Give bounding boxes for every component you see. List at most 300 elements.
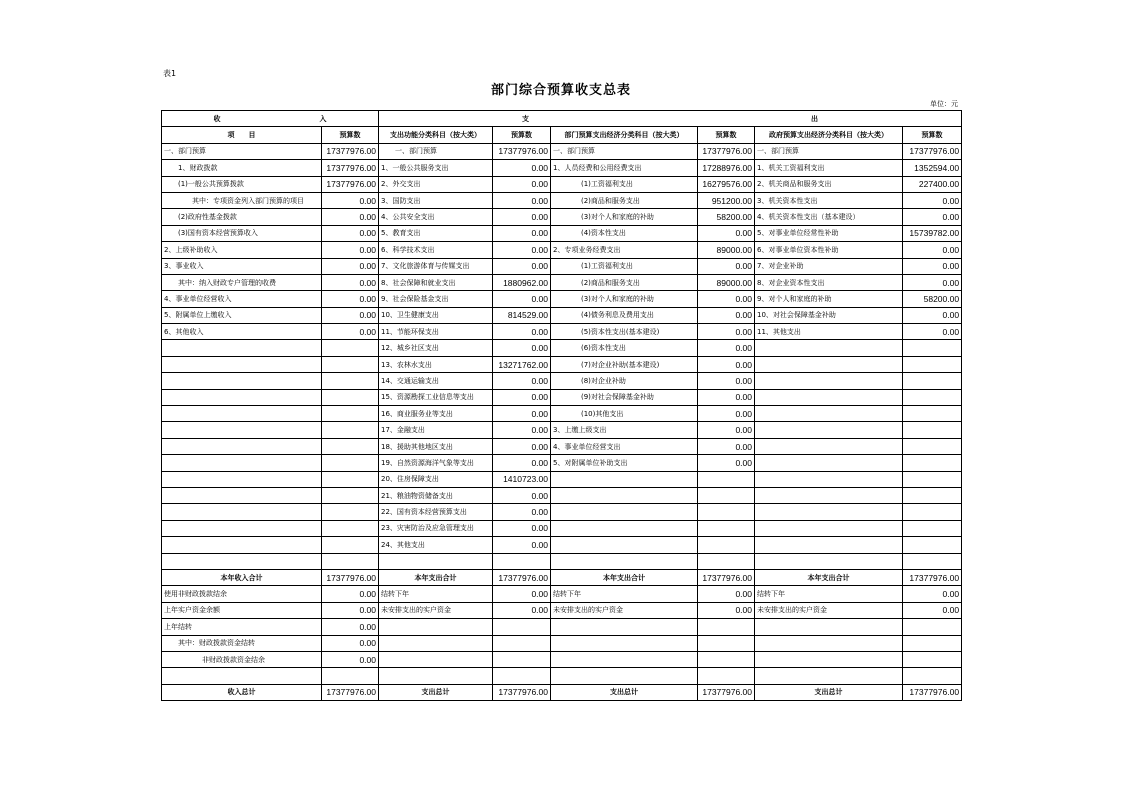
amount-cell: 0.00 xyxy=(698,389,755,405)
label-cell: 4、机关资本性支出（基本建设） xyxy=(755,209,903,225)
amount-cell: 0.00 xyxy=(903,602,962,618)
amount-cell: 17377976.00 xyxy=(698,684,755,700)
label-cell: 使用非财政拨款结余 xyxy=(162,586,322,602)
amount-cell xyxy=(322,373,379,389)
label-cell: 22、国有资本经营预算支出 xyxy=(379,504,493,520)
label-cell xyxy=(551,619,698,635)
table-row xyxy=(162,356,962,372)
label-cell xyxy=(162,422,322,438)
label-cell: 一、部门预算 xyxy=(379,143,493,159)
amount-cell: 0.00 xyxy=(322,307,379,323)
label-cell: 18、援助其他地区支出 xyxy=(379,438,493,454)
amount-cell: 0.00 xyxy=(493,176,551,192)
label-cell: 4、事业单位经营收入 xyxy=(162,291,322,307)
amount-cell xyxy=(698,537,755,553)
amount-cell xyxy=(903,520,962,536)
label-cell: 12、城乡社区支出 xyxy=(379,340,493,356)
label-cell: 11、其他支出 xyxy=(755,324,903,340)
label-cell: 7、对企业补助 xyxy=(755,258,903,274)
label-cell xyxy=(755,340,903,356)
amount-cell xyxy=(903,438,962,454)
label-cell: 20、住房保障支出 xyxy=(379,471,493,487)
label-cell xyxy=(755,553,903,569)
amount-cell: 58200.00 xyxy=(903,291,962,307)
label-cell xyxy=(755,504,903,520)
label-cell: 8、对企业资本性支出 xyxy=(755,274,903,290)
amount-cell xyxy=(322,340,379,356)
label-cell xyxy=(162,455,322,471)
amount-cell: 0.00 xyxy=(698,586,755,602)
label-cell: 5、对事业单位经常性补助 xyxy=(755,225,903,241)
label-cell: 5、对附属单位补助支出 xyxy=(551,455,698,471)
amount-cell xyxy=(903,651,962,667)
label-cell: 6、对事业单位资本性补助 xyxy=(755,242,903,258)
amount-cell xyxy=(903,455,962,471)
label-cell: 结转下年 xyxy=(379,586,493,602)
amount-cell: 227400.00 xyxy=(903,176,962,192)
amount-cell: 0.00 xyxy=(903,258,962,274)
label-cell xyxy=(551,520,698,536)
label-cell: 3、国防支出 xyxy=(379,192,493,208)
label-cell: 1、机关工资福利支出 xyxy=(755,160,903,176)
label-cell xyxy=(551,635,698,651)
label-cell xyxy=(551,651,698,667)
label-cell: 15、资源勘探工业信息等支出 xyxy=(379,389,493,405)
amount-cell xyxy=(322,356,379,372)
col-header-budget: 预算数 xyxy=(698,127,755,143)
label-cell: 2、外交支出 xyxy=(379,176,493,192)
amount-cell: 0.00 xyxy=(698,324,755,340)
label-cell: 14、交通运输支出 xyxy=(379,373,493,389)
label-cell: 7、文化旅游体育与传媒支出 xyxy=(379,258,493,274)
label-cell: 一、部门预算 xyxy=(755,143,903,159)
amount-cell xyxy=(903,471,962,487)
amount-cell: 17377976.00 xyxy=(903,684,962,700)
table-row xyxy=(162,307,962,323)
label-cell xyxy=(162,373,322,389)
label-cell: (2)政府性基金拨款 xyxy=(162,209,322,225)
label-cell: 17、金融支出 xyxy=(379,422,493,438)
amount-cell: 13271762.00 xyxy=(493,356,551,372)
label-cell xyxy=(379,635,493,651)
label-cell xyxy=(551,553,698,569)
table-row xyxy=(162,406,962,422)
amount-cell xyxy=(493,619,551,635)
table-row xyxy=(162,668,962,684)
amount-cell xyxy=(903,356,962,372)
col-header-budget: 预算数 xyxy=(322,127,379,143)
label-cell xyxy=(162,520,322,536)
amount-cell xyxy=(493,651,551,667)
label-cell xyxy=(162,438,322,454)
amount-cell: 0.00 xyxy=(903,242,962,258)
label-cell: 1、一般公共服务支出 xyxy=(379,160,493,176)
label-cell: 未安排支出的实户资金 xyxy=(379,602,493,618)
label-cell: (3)国有资本经营预算收入 xyxy=(162,225,322,241)
label-cell xyxy=(379,619,493,635)
table-row xyxy=(162,274,962,290)
table-row xyxy=(162,258,962,274)
label-cell xyxy=(755,389,903,405)
amount-cell xyxy=(903,340,962,356)
label-cell: 10、卫生健康支出 xyxy=(379,307,493,323)
label-cell: 11、节能环保支出 xyxy=(379,324,493,340)
amount-cell xyxy=(698,553,755,569)
label-cell: (9)对社会保障基金补助 xyxy=(551,389,698,405)
table-row xyxy=(162,438,962,454)
table-row xyxy=(162,553,962,569)
amount-cell xyxy=(322,455,379,471)
label-cell xyxy=(755,406,903,422)
amount-cell: 0.00 xyxy=(698,291,755,307)
amount-cell: 16279576.00 xyxy=(698,176,755,192)
label-cell: 其中：专项资金列入部门预算的项目 xyxy=(162,192,322,208)
amount-cell xyxy=(322,487,379,503)
amount-cell xyxy=(903,422,962,438)
amount-cell: 17377976.00 xyxy=(698,143,755,159)
label-cell: 收入总计 xyxy=(162,684,322,700)
amount-cell xyxy=(698,619,755,635)
amount-cell: 89000.00 xyxy=(698,242,755,258)
amount-cell xyxy=(698,504,755,520)
table-row xyxy=(162,504,962,520)
table-row xyxy=(162,684,962,700)
label-cell: (1)工资福利支出 xyxy=(551,258,698,274)
label-cell xyxy=(162,356,322,372)
amount-cell: 0.00 xyxy=(903,209,962,225)
amount-cell: 15739782.00 xyxy=(903,225,962,241)
amount-cell: 0.00 xyxy=(493,504,551,520)
table-row xyxy=(162,422,962,438)
label-cell xyxy=(755,438,903,454)
label-cell xyxy=(551,668,698,684)
amount-cell xyxy=(322,422,379,438)
label-cell: 本年收入合计 xyxy=(162,569,322,585)
amount-cell: 0.00 xyxy=(903,307,962,323)
label-cell: 2、上级补助收入 xyxy=(162,242,322,258)
label-cell xyxy=(755,373,903,389)
amount-cell: 0.00 xyxy=(322,274,379,290)
label-cell xyxy=(162,487,322,503)
label-cell: 未安排支出的实户资金 xyxy=(755,602,903,618)
amount-cell xyxy=(903,406,962,422)
label-cell: 4、事业单位经营支出 xyxy=(551,438,698,454)
table-row xyxy=(162,389,962,405)
col-header-func: 支出功能分类科目（按大类） xyxy=(379,127,493,143)
amount-cell: 1880962.00 xyxy=(493,274,551,290)
unit-label: 单位：元 xyxy=(930,100,958,108)
table-row xyxy=(162,635,962,651)
label-cell: 5、教育支出 xyxy=(379,225,493,241)
label-cell: 支出总计 xyxy=(379,684,493,700)
label-cell xyxy=(755,520,903,536)
amount-cell: 17377976.00 xyxy=(493,684,551,700)
label-cell: 本年支出合计 xyxy=(551,569,698,585)
table-row xyxy=(162,143,962,159)
amount-cell: 0.00 xyxy=(698,258,755,274)
label-cell: 未安排支出的实户资金 xyxy=(551,602,698,618)
label-cell xyxy=(379,651,493,667)
amount-cell: 0.00 xyxy=(322,209,379,225)
amount-cell: 0.00 xyxy=(493,438,551,454)
label-cell: 3、上缴上级支出 xyxy=(551,422,698,438)
label-cell xyxy=(162,553,322,569)
amount-cell: 17377976.00 xyxy=(493,569,551,585)
label-cell: 8、社会保障和就业支出 xyxy=(379,274,493,290)
label-cell: 本年支出合计 xyxy=(379,569,493,585)
amount-cell: 0.00 xyxy=(493,242,551,258)
label-cell: (2)商品和服务支出 xyxy=(551,192,698,208)
label-cell: 16、商业服务业等支出 xyxy=(379,406,493,422)
label-cell: 6、科学技术支出 xyxy=(379,242,493,258)
amount-cell: 0.00 xyxy=(903,192,962,208)
amount-cell: 0.00 xyxy=(493,389,551,405)
amount-cell: 0.00 xyxy=(493,586,551,602)
label-cell: (1)一般公共预算拨款 xyxy=(162,176,322,192)
table-row xyxy=(162,225,962,241)
label-cell xyxy=(162,504,322,520)
amount-cell: 0.00 xyxy=(493,324,551,340)
label-cell xyxy=(162,471,322,487)
label-cell: 非财政拨款资金结余 xyxy=(162,651,322,667)
amount-cell: 0.00 xyxy=(493,537,551,553)
amount-cell xyxy=(493,635,551,651)
amount-cell: 0.00 xyxy=(698,307,755,323)
label-cell: 1、财政拨款 xyxy=(162,160,322,176)
amount-cell: 0.00 xyxy=(698,340,755,356)
amount-cell: 0.00 xyxy=(322,324,379,340)
label-cell: 一、部门预算 xyxy=(162,143,322,159)
table-row xyxy=(162,651,962,667)
label-cell: (3)对个人和家庭的补助 xyxy=(551,291,698,307)
amount-cell: 17377976.00 xyxy=(903,143,962,159)
label-cell: 23、灾害防治及应急管理支出 xyxy=(379,520,493,536)
amount-cell xyxy=(698,487,755,503)
col-header-budget: 预算数 xyxy=(903,127,962,143)
amount-cell: 0.00 xyxy=(698,455,755,471)
amount-cell xyxy=(903,668,962,684)
amount-cell xyxy=(493,553,551,569)
amount-cell: 17377976.00 xyxy=(493,143,551,159)
expense-header: 支 出 xyxy=(379,111,962,127)
amount-cell: 58200.00 xyxy=(698,209,755,225)
table-row xyxy=(162,324,962,340)
amount-cell: 0.00 xyxy=(493,291,551,307)
amount-cell: 0.00 xyxy=(322,192,379,208)
label-cell: 2、专项业务经费支出 xyxy=(551,242,698,258)
amount-cell: 0.00 xyxy=(493,225,551,241)
label-cell xyxy=(755,471,903,487)
label-cell xyxy=(755,487,903,503)
label-cell: 19、自然资源海洋气象等支出 xyxy=(379,455,493,471)
amount-cell: 0.00 xyxy=(322,258,379,274)
amount-cell xyxy=(903,619,962,635)
amount-cell: 17377976.00 xyxy=(322,569,379,585)
amount-cell: 0.00 xyxy=(698,406,755,422)
amount-cell: 0.00 xyxy=(698,422,755,438)
label-cell: 6、其他收入 xyxy=(162,324,322,340)
label-cell xyxy=(755,537,903,553)
label-cell xyxy=(379,553,493,569)
amount-cell: 0.00 xyxy=(493,455,551,471)
budget-summary-table xyxy=(161,110,962,701)
amount-cell xyxy=(322,471,379,487)
amount-cell xyxy=(322,438,379,454)
label-cell xyxy=(755,668,903,684)
label-cell: 支出总计 xyxy=(551,684,698,700)
label-cell xyxy=(379,668,493,684)
amount-cell xyxy=(903,537,962,553)
amount-cell: 0.00 xyxy=(493,406,551,422)
amount-cell: 814529.00 xyxy=(493,307,551,323)
amount-cell: 0.00 xyxy=(698,438,755,454)
table-row xyxy=(162,487,962,503)
label-cell: 结转下年 xyxy=(551,586,698,602)
label-cell: (4)资本性支出 xyxy=(551,225,698,241)
amount-cell: 89000.00 xyxy=(698,274,755,290)
amount-cell: 0.00 xyxy=(322,291,379,307)
label-cell: 24、其他支出 xyxy=(379,537,493,553)
label-cell xyxy=(162,389,322,405)
label-cell: 5、附属单位上缴收入 xyxy=(162,307,322,323)
label-cell xyxy=(162,340,322,356)
label-cell: 3、事业收入 xyxy=(162,258,322,274)
amount-cell: 0.00 xyxy=(698,356,755,372)
amount-cell: 0.00 xyxy=(322,586,379,602)
amount-cell: 0.00 xyxy=(493,520,551,536)
amount-cell: 17377976.00 xyxy=(903,569,962,585)
table-row xyxy=(162,209,962,225)
table-row xyxy=(162,340,962,356)
col-header-gov: 政府预算支出经济分类科目（按大类） xyxy=(755,127,903,143)
table-row xyxy=(162,160,962,176)
amount-cell: 0.00 xyxy=(493,487,551,503)
amount-cell: 1410723.00 xyxy=(493,471,551,487)
amount-cell: 0.00 xyxy=(493,209,551,225)
amount-cell: 0.00 xyxy=(903,324,962,340)
label-cell xyxy=(755,635,903,651)
label-cell xyxy=(551,504,698,520)
page-title: 部门综合预算收支总表 xyxy=(490,83,631,98)
amount-cell: 0.00 xyxy=(493,258,551,274)
label-cell: (6)资本性支出 xyxy=(551,340,698,356)
label-cell: (10)其他支出 xyxy=(551,406,698,422)
amount-cell: 0.00 xyxy=(493,422,551,438)
table-row xyxy=(162,291,962,307)
amount-cell: 0.00 xyxy=(903,274,962,290)
table-row xyxy=(162,192,962,208)
col-header-item: 项 目 xyxy=(162,127,322,143)
amount-cell xyxy=(322,406,379,422)
label-cell: 10、对社会保障基金补助 xyxy=(755,307,903,323)
label-cell: 一、部门预算 xyxy=(551,143,698,159)
amount-cell: 17288976.00 xyxy=(698,160,755,176)
amount-cell: 17377976.00 xyxy=(322,684,379,700)
amount-cell xyxy=(698,520,755,536)
label-cell xyxy=(551,471,698,487)
amount-cell xyxy=(903,487,962,503)
amount-cell xyxy=(322,520,379,536)
amount-cell: 0.00 xyxy=(322,242,379,258)
label-cell: 其中：财政拨款资金结转 xyxy=(162,635,322,651)
amount-cell: 0.00 xyxy=(322,619,379,635)
label-cell: 4、公共安全支出 xyxy=(379,209,493,225)
amount-cell: 0.00 xyxy=(493,340,551,356)
amount-cell: 0.00 xyxy=(493,602,551,618)
income-header: 收 入 xyxy=(162,111,379,127)
label-cell: (8)对企业补助 xyxy=(551,373,698,389)
label-cell: 13、农林水支出 xyxy=(379,356,493,372)
label-cell: (2)商品和服务支出 xyxy=(551,274,698,290)
col-header-budget: 预算数 xyxy=(493,127,551,143)
amount-cell: 0.00 xyxy=(698,602,755,618)
label-cell: 支出总计 xyxy=(755,684,903,700)
amount-cell: 0.00 xyxy=(698,373,755,389)
table-row xyxy=(162,602,962,618)
amount-cell: 0.00 xyxy=(698,225,755,241)
label-cell: 9、对个人和家庭的补助 xyxy=(755,291,903,307)
amount-cell xyxy=(903,504,962,520)
amount-cell xyxy=(322,504,379,520)
label-cell: (4)债务利息及费用支出 xyxy=(551,307,698,323)
amount-cell: 0.00 xyxy=(322,225,379,241)
table-row xyxy=(162,586,962,602)
amount-cell: 17377976.00 xyxy=(322,176,379,192)
col-header-dept: 部门预算支出经济分类科目（按大类） xyxy=(551,127,698,143)
amount-cell: 951200.00 xyxy=(698,192,755,208)
label-cell xyxy=(755,422,903,438)
label-cell: 其中：纳入财政专户管理的收费 xyxy=(162,274,322,290)
amount-cell xyxy=(322,553,379,569)
label-cell: 2、机关商品和服务支出 xyxy=(755,176,903,192)
table-row xyxy=(162,619,962,635)
amount-cell: 0.00 xyxy=(493,373,551,389)
label-cell: (5)资本性支出(基本建设) xyxy=(551,324,698,340)
label-cell: 1、人员经费和公用经费支出 xyxy=(551,160,698,176)
amount-cell xyxy=(698,668,755,684)
amount-cell: 0.00 xyxy=(493,160,551,176)
amount-cell xyxy=(493,668,551,684)
table-row xyxy=(162,176,962,192)
label-cell: 21、粮油物资储备支出 xyxy=(379,487,493,503)
amount-cell xyxy=(698,471,755,487)
table-row xyxy=(162,537,962,553)
table-row xyxy=(162,242,962,258)
table-row xyxy=(162,455,962,471)
label-cell: 本年支出合计 xyxy=(755,569,903,585)
label-cell: (1)工资福利支出 xyxy=(551,176,698,192)
label-cell xyxy=(162,406,322,422)
table-number: 表1 xyxy=(163,69,177,78)
amount-cell: 17377976.00 xyxy=(322,160,379,176)
table-row xyxy=(162,520,962,536)
amount-cell: 0.00 xyxy=(322,635,379,651)
label-cell xyxy=(551,537,698,553)
table-row xyxy=(162,373,962,389)
amount-cell: 17377976.00 xyxy=(698,569,755,585)
amount-cell xyxy=(322,537,379,553)
label-cell xyxy=(755,651,903,667)
amount-cell xyxy=(903,553,962,569)
amount-cell xyxy=(903,635,962,651)
label-cell: 上年结转 xyxy=(162,619,322,635)
amount-cell xyxy=(903,389,962,405)
label-cell xyxy=(755,455,903,471)
label-cell: (3)对个人和家庭的补助 xyxy=(551,209,698,225)
label-cell xyxy=(755,356,903,372)
label-cell: 9、社会保险基金支出 xyxy=(379,291,493,307)
amount-cell xyxy=(322,389,379,405)
